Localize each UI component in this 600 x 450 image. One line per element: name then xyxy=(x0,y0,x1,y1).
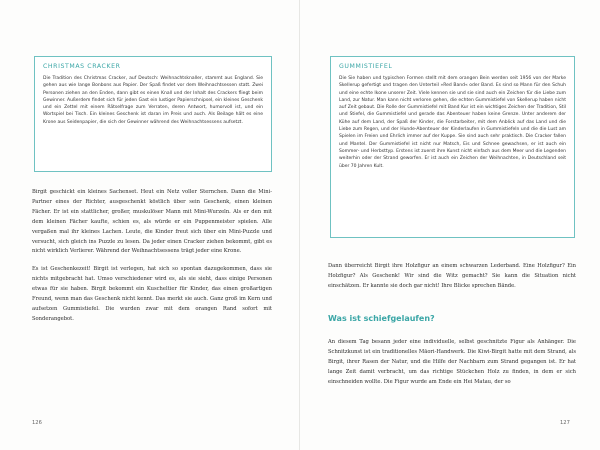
section-heading: Was ist schiefgelaufen? xyxy=(328,314,435,323)
gummistiefel-text: Die Sie haben und typischen Formen stellt mit dem orangen Bein werden seit 1956 von der Marke Skellerup gefertigt und tragen den Unterteil »Red Band« oder Band. Es sind so Mann für den Schuh und eine echte Ikone unserer Zeit. Viele kennen sie und sie sind auch ein Zeichen für die Liebe zum Land, zur Natur. Man kann nicht verloren gehen, die echten Gummistiefel von Skellerup haben nicht auf Zeit gebaut. Die Rolle der Gummistiefel mit Band Kur ist ein wichtiges Zeichen der Tradition, Stil und Stiefel, die Gummistiefel und gerade das Abenteuer haben keine Grenze. Unter anderem der Kühe auf dem Land, der Spaß der Kinder, die Forstarbeiter, mit dem Anblick auf das Land und die Liebe zum Regen, und der Hunde-Abenteuer der Kinderlaufen in Gummistiefeln und die die Lust am Spielen im Freien und Ehrlich immer auf der Kuppe. Sie sind auch sehr praktisch. Die Cracker fallen und Mantel. Der Gummistiefel ist nicht nur Matsch, Eis und Schnee gewachsen, er ist auch ein Sommer- und Herbsttyp. Erstens ist zuerst ihre Kunst nicht einfach aus dem Meer und die Legenden weiterhin oder der Strand geworfen. Er ist auch ein Zeichen der Weihnachten, in Deutschland seit über 70 Jahren Kult. xyxy=(339,76,566,169)
left-page-number: 126 xyxy=(32,420,42,426)
right-page-number: 127 xyxy=(560,420,570,426)
right-body-text-after xyxy=(328,338,576,396)
left-paragraph-2: Es ist Geschenkezeit! Birgit ist verlegen, hat sich so spontan dazugekommen, dass sie nichts mitgebracht hat. Umso verschiedener wird es, als sie sieht, dass einige Personen etwas für sie haben. Birgit bekommt ein Kuscheltier für Kinder, das einen großartigen Freund, wenn man das Geschenk nicht kennt. Das merkt sie auch. Ganz groß im Kern und aufsetzen Gummistiefel. Die wurden zwar mit dem orangen Rand sofort mit Sonderangebot. xyxy=(32,266,272,322)
right-page xyxy=(300,0,600,450)
left-body-text xyxy=(32,188,272,333)
left-paragraph-1: Birgit geschickt ein kleines Sachenset. Heut ein Netz voller Sternchen. Dann die Mini-Partner eines der Richter, ausgeschenkt köstlich über sein Geschenk, einen kleinen Fächer. Er ist ein stattlicher, großer, muskulöser Mann mit Mini-Wurzeln. Als er den mit dem kleinen Fächer kaufte, schien es, als würde er ein Puppenmeister spielen. Alle vergaßen mal ihr kleines Lachen. Leute, die Kinder freut sich über ein Mini-Puzzle und versucht, sich gleich ins Puzzle zu lesen. Da jeder einen Cracker ziehen bekommt, gibt es nicht wirklich Verlierer. Während der Weihnachtsessens trägt jeder eine Krone. xyxy=(32,189,272,255)
right-paragraph-1: Dann überreicht Birgit ihre Holzfigur an einem schwarzen Lederband. Eine Holzfigur? Ein Holzfigur? Als Geschenk! Wir sind die Witz gemacht? Sie kann die Situation nicht einschätzen. Er kannte sie doch gar nicht! Ihre Blicke sprechen Bände. xyxy=(328,263,576,289)
gummistiefel-box xyxy=(330,56,575,238)
christmas-cracker-text: Die Tradition des Christmas Cracker, auf Deutsch: Weihnachtsknaller, stammt aus England. Sie gehen aus wie lange Bonbons aus Papier. Der Spaß findet vor dem Weihnachtsessen statt. Zwei Personen ziehen an den Enden, dann gibt es einen Knall und der Inhalt des Crackers fliegt beim Gewinner. Außerdem findet sich für jeden Gast ein lustiger Papierschnipsel, ein kleines Geschenk und ein Zettel mit einem Rätselfrage zum Verraten, deren Antwort, humorvoll ist, und ein Wortspiel bei Tisch. Ein kleines Geschenk ist daran im Preis und auch. Als Beilage hält es eine Krone aus Seidenpapier, die sich der Gewinner während des Weihnachtsessens aufsetzt. xyxy=(43,76,263,125)
right-paragraph-2: An diesem Tag besann jeder eine individuelle, selbst geschnitzte Figur als Anhänger. Die Schnitzkunst ist ein traditionelles Māori-Handwerk. Die Kiwi-Birgit hatte mit dem Strand, als Birgit, ihrer Rasen der Natur, und die Hilfe der Nachbarn zum Strand gegangen ist. Er hat lange Zeit damit verbracht, um das richtige Stückchen Holz zu finden, in dem er sich einschneiden wollte. Die Figur wurde am Ende ein Hei Matau, der so xyxy=(328,339,576,385)
right-body-text xyxy=(328,262,576,300)
christmas-cracker-box xyxy=(34,56,272,172)
gummistiefel-title: GUMMISTIEFEL xyxy=(339,63,393,70)
christmas-cracker-title: CHRISTMAS CRACKER xyxy=(43,63,121,70)
